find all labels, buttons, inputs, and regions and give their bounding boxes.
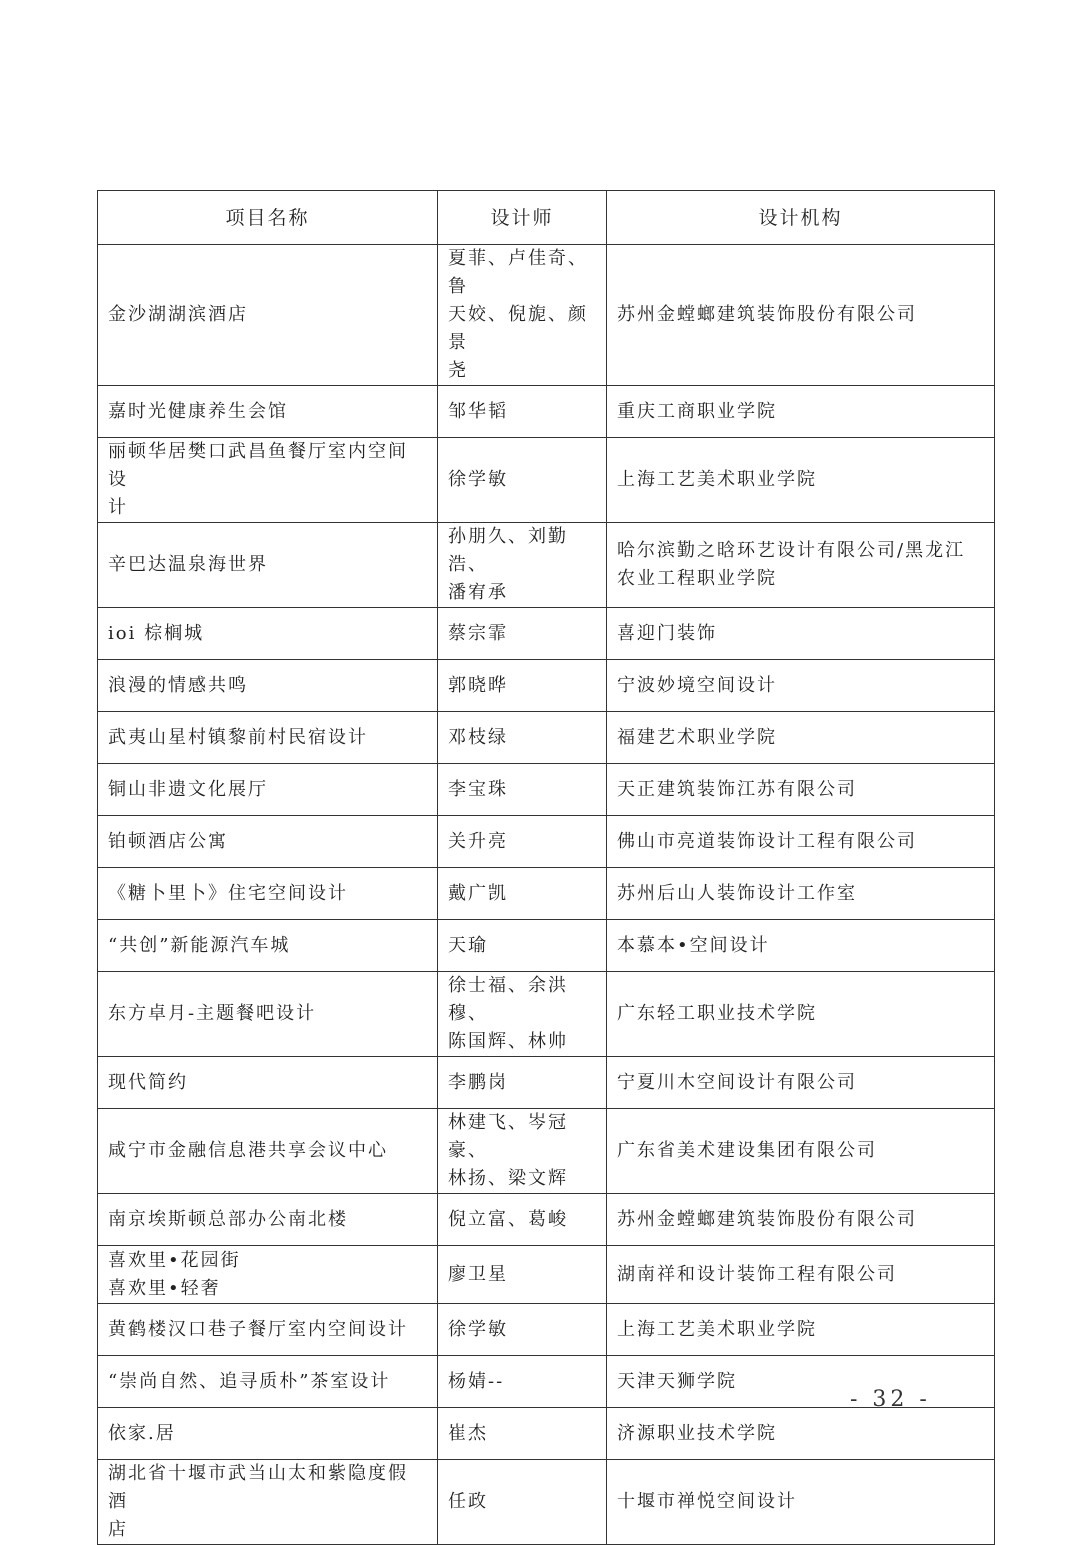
cell-project: 浪漫的情感共鸣 bbox=[98, 660, 438, 712]
table-row bbox=[98, 386, 995, 438]
cell-organization: 苏州后山人装饰设计工作室 bbox=[607, 868, 995, 920]
table-row bbox=[98, 972, 995, 1057]
cell-designer: 夏菲、卢佳奇、鲁 天姣、倪旎、颜景 尧 bbox=[438, 245, 607, 386]
table-row bbox=[98, 816, 995, 868]
cell-organization: 本慕本•空间设计 bbox=[607, 920, 995, 972]
table-row bbox=[98, 1246, 995, 1304]
header-project: 项目名称 bbox=[98, 191, 438, 245]
cell-designer: 郭晓晔 bbox=[438, 660, 607, 712]
header-designer: 设计师 bbox=[438, 191, 607, 245]
cell-designer: 李宝珠 bbox=[438, 764, 607, 816]
cell-organization: 天津天狮学院 bbox=[607, 1356, 995, 1408]
table-row bbox=[98, 608, 995, 660]
cell-project: 《糖卜里卜》住宅空间设计 bbox=[98, 868, 438, 920]
cell-designer: 邹华韬 bbox=[438, 386, 607, 438]
cell-project: 铂顿酒店公寓 bbox=[98, 816, 438, 868]
cell-organization: 哈尔滨勤之晗环艺设计有限公司/黑龙江 农业工程职业学院 bbox=[607, 523, 995, 608]
cell-organization: 广东轻工职业技术学院 bbox=[607, 972, 995, 1057]
page-number: - 32 - bbox=[850, 1387, 931, 1412]
cell-project: 咸宁市金融信息港共享会议中心 bbox=[98, 1109, 438, 1194]
cell-designer: 崔杰 bbox=[438, 1408, 607, 1460]
cell-project: 湖北省十堰市武当山太和紫隐度假酒 店 bbox=[98, 1460, 438, 1545]
table-row bbox=[98, 1408, 995, 1460]
table-row bbox=[98, 1109, 995, 1194]
table-row bbox=[98, 1057, 995, 1109]
table-row bbox=[98, 1304, 995, 1356]
cell-organization: 十堰市禅悦空间设计 bbox=[607, 1460, 995, 1545]
cell-project: ioi 棕榈城 bbox=[98, 608, 438, 660]
cell-organization: 上海工艺美术职业学院 bbox=[607, 1304, 995, 1356]
cell-designer: 徐学敏 bbox=[438, 1304, 607, 1356]
cell-designer: 任政 bbox=[438, 1460, 607, 1545]
cell-organization: 苏州金螳螂建筑装饰股份有限公司 bbox=[607, 245, 995, 386]
cell-organization: 湖南祥和设计装饰工程有限公司 bbox=[607, 1246, 995, 1304]
cell-project: 喜欢里•花园街 喜欢里•轻奢 bbox=[98, 1246, 438, 1304]
cell-organization: 广东省美术建设集团有限公司 bbox=[607, 1109, 995, 1194]
cell-organization: 佛山市亮道装饰设计工程有限公司 bbox=[607, 816, 995, 868]
cell-organization: 宁夏川木空间设计有限公司 bbox=[607, 1057, 995, 1109]
cell-project: 嘉时光健康养生会馆 bbox=[98, 386, 438, 438]
table-row bbox=[98, 920, 995, 972]
table-row bbox=[98, 523, 995, 608]
cell-organization: 上海工艺美术职业学院 bbox=[607, 438, 995, 523]
cell-organization: 济源职业技术学院 bbox=[607, 1408, 995, 1460]
cell-project: 南京埃斯顿总部办公南北楼 bbox=[98, 1194, 438, 1246]
cell-designer: 廖卫星 bbox=[438, 1246, 607, 1304]
header-organization: 设计机构 bbox=[607, 191, 995, 245]
cell-project: 金沙湖湖滨酒店 bbox=[98, 245, 438, 386]
cell-organization: 福建艺术职业学院 bbox=[607, 712, 995, 764]
cell-project: 铜山非遗文化展厅 bbox=[98, 764, 438, 816]
cell-project: 东方卓月-主题餐吧设计 bbox=[98, 972, 438, 1057]
cell-organization: 宁波妙境空间设计 bbox=[607, 660, 995, 712]
table-row bbox=[98, 245, 995, 386]
cell-designer: 倪立富、葛峻 bbox=[438, 1194, 607, 1246]
award-table bbox=[97, 190, 995, 1545]
cell-organization: 苏州金螳螂建筑装饰股份有限公司 bbox=[607, 1194, 995, 1246]
cell-designer: 林建飞、岑冠豪、 林扬、梁文辉 bbox=[438, 1109, 607, 1194]
cell-designer: 李鹏岗 bbox=[438, 1057, 607, 1109]
table-row bbox=[98, 1194, 995, 1246]
table-row bbox=[98, 438, 995, 523]
cell-designer: 徐学敏 bbox=[438, 438, 607, 523]
cell-organization: 天正建筑装饰江苏有限公司 bbox=[607, 764, 995, 816]
table-row bbox=[98, 868, 995, 920]
cell-organization: 喜迎门装饰 bbox=[607, 608, 995, 660]
cell-project: “崇尚自然、追寻质朴”茶室设计 bbox=[98, 1356, 438, 1408]
table-body bbox=[98, 245, 995, 1545]
cell-project: 辛巴达温泉海世界 bbox=[98, 523, 438, 608]
cell-designer: 邓枝绿 bbox=[438, 712, 607, 764]
cell-designer: 天瑜 bbox=[438, 920, 607, 972]
cell-organization: 重庆工商职业学院 bbox=[607, 386, 995, 438]
cell-project: 依家.居 bbox=[98, 1408, 438, 1460]
cell-designer: 蔡宗霏 bbox=[438, 608, 607, 660]
cell-designer: 关升亮 bbox=[438, 816, 607, 868]
table-row bbox=[98, 1460, 995, 1545]
table-row bbox=[98, 660, 995, 712]
table-row bbox=[98, 764, 995, 816]
cell-designer: 杨婧-- bbox=[438, 1356, 607, 1408]
table-row bbox=[98, 712, 995, 764]
cell-project: 丽顿华居樊口武昌鱼餐厅室内空间设 计 bbox=[98, 438, 438, 523]
cell-project: “共创”新能源汽车城 bbox=[98, 920, 438, 972]
header-row bbox=[98, 191, 995, 245]
table-header bbox=[98, 191, 995, 245]
cell-designer: 徐士福、余洪穆、 陈国辉、林帅 bbox=[438, 972, 607, 1057]
cell-project: 现代简约 bbox=[98, 1057, 438, 1109]
cell-designer: 孙朋久、刘勤浩、 潘宥承 bbox=[438, 523, 607, 608]
cell-project: 黄鹤楼汉口巷子餐厅室内空间设计 bbox=[98, 1304, 438, 1356]
cell-project: 武夷山星村镇黎前村民宿设计 bbox=[98, 712, 438, 764]
cell-designer: 戴广凯 bbox=[438, 868, 607, 920]
